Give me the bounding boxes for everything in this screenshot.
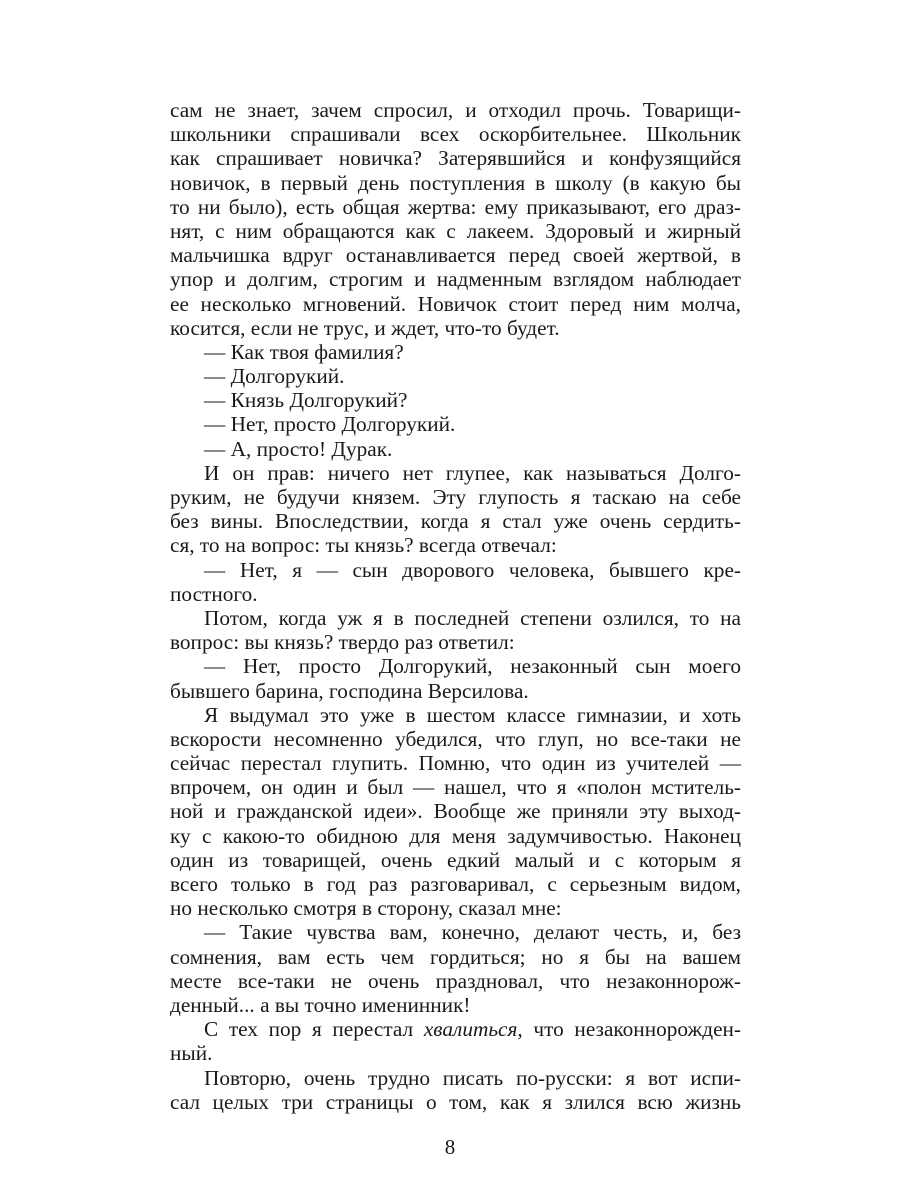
text-line: впрочем, он один и был — нашел, что я «полон мститель-: [170, 775, 741, 800]
dialogue-line: — А, просто! Дурак.: [204, 436, 393, 461]
text-line: без вины. Впоследствии, когда я стал уже очень сердить-: [170, 509, 741, 534]
text-line: школьники спрашивали всех оскорбительнее. Школьник: [170, 122, 741, 147]
dialogue-line: — Нет, просто Долгорукий.: [204, 412, 456, 437]
text-line: один из товарищей, очень едкий малый и с которым я: [170, 847, 741, 872]
text-line: вскорости несомненно убедился, что глуп, но все-таки не: [170, 726, 741, 751]
dialogue-line: — Такие чувства вам, конечно, делают честь, и, без: [204, 920, 741, 945]
text-line: ее несколько мгновений. Новичок стоит перед ним молча,: [170, 291, 741, 316]
text-line: но несколько смотря в сторону, сказал мне:: [170, 896, 562, 921]
text-line: сам не знает, зачем спросил, и отходил прочь. Товарищи-: [170, 98, 741, 122]
dialogue-line: — Как твоя фамилия?: [204, 339, 404, 364]
text-line: новичок, в первый день поступления в школу (в какую бы: [170, 170, 741, 195]
text-line: то ни было), есть общая жертва: ему приказывают, его драз-: [170, 194, 741, 219]
text-line: Повторю, очень трудно писать по-русски: я вот испи-: [204, 1065, 741, 1090]
text-segment: С тех пор я перестал: [204, 1017, 424, 1042]
text-line: сомнения, вам есть чем гордиться; но я бы на вашем: [170, 944, 741, 969]
dialogue-line: — Долгорукий.: [204, 364, 345, 389]
text-line: денный... а вы точно именинник!: [170, 992, 471, 1017]
text-line: всего только в год раз разговаривал, с серьезным видом,: [170, 872, 741, 896]
text-line: косится, если не трус, и ждет, что-то будет.: [170, 315, 560, 340]
text-line: Потом, когда уж я в последней степени озлился, то на: [204, 605, 741, 630]
text-segment: что незаконнорожден-: [522, 1017, 742, 1042]
text-line: сейчас перестал глупить. Помню, что один из учителей —: [170, 751, 741, 776]
text-line: как спрашивает новичка? Затерявшийся и конфузящийся: [170, 146, 741, 171]
text-line: сал целых три страницы о том, как я злился всю жизнь: [170, 1089, 741, 1114]
text-line: мальчишка вдруг останавливается перед своей жертвой, в: [170, 243, 741, 268]
text-line: И он прав: ничего нет глупее, как называться Долго-: [204, 460, 741, 485]
dialogue-line: — Князь Долгорукий?: [204, 388, 408, 413]
text-line-with-emphasis: [170, 1017, 741, 1041]
text-line: упор и долгим, строгим и надменным взглядом наблюдает: [170, 267, 741, 292]
page-number: 8: [444, 1135, 456, 1159]
text-line: Я выдумал это уже в шестом классе гимназии, и хоть: [204, 702, 741, 727]
text-line: нят, с ним обращаются как с лакеем. Здоровый и жирный: [170, 218, 741, 243]
text-line: ку с какою-то обидною для меня задумчивостью. Наконец: [170, 823, 741, 848]
text-line: бывшего барина, господина Версилова.: [170, 678, 529, 703]
book-page-text: [170, 98, 741, 1114]
text-line: руким, не будучи князем. Эту глупость я таскаю на себе: [170, 485, 741, 509]
dialogue-line: — Нет, я — сын дворового человека, бывшего кре-: [204, 557, 741, 582]
dialogue-line: — Нет, просто Долгорукий, незаконный сын моего: [204, 654, 741, 679]
text-line: ный.: [170, 1041, 213, 1066]
text-line: месте все-таки не очень праздновал, что незаконнорож-: [170, 968, 741, 993]
text-line: ся, то на вопрос: ты князь? всегда отвечал:: [170, 533, 557, 558]
text-line: постного.: [170, 581, 258, 606]
text-line: вопрос: вы князь? твердо раз ответил:: [170, 630, 515, 655]
text-line: ной и гражданской идеи». Вообще же приняли эту выход-: [170, 799, 741, 824]
emphasized-word: хвалиться,: [423, 1017, 523, 1042]
